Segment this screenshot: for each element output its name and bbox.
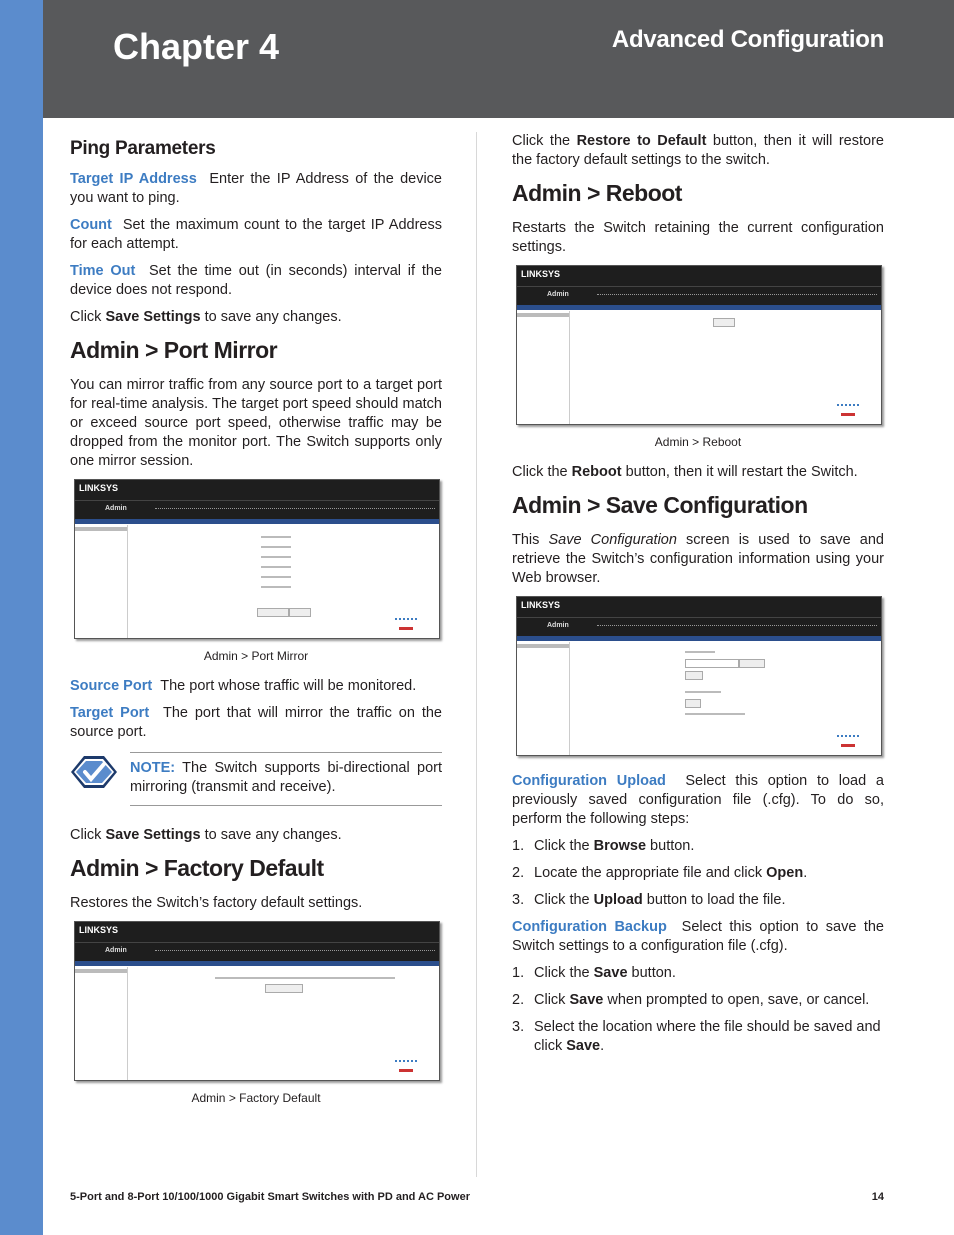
timeout-term: Time Out	[70, 263, 136, 279]
step-number: 3.	[512, 892, 525, 908]
text: Click	[534, 992, 570, 1008]
text: button.	[646, 838, 695, 854]
list-item	[512, 964, 884, 983]
target-ip-term: Target IP Address	[70, 171, 197, 187]
text: to save any changes.	[200, 309, 342, 325]
checkmark-note-icon	[70, 755, 118, 789]
text: Select the location where the file should be saved and click	[534, 1019, 881, 1054]
restore-paragraph	[512, 132, 884, 170]
step-number: 2.	[512, 865, 525, 881]
nav-title: Admin	[547, 622, 569, 629]
text: Click the	[512, 464, 572, 480]
source-port-paragraph	[70, 677, 442, 696]
config-upload-text: Select this option to load a previously saved configuration file (.cfg). To do so, perform the following steps:	[512, 773, 884, 827]
source-port-term: Source Port	[70, 678, 153, 694]
step-number: 1.	[512, 838, 525, 854]
list-item	[512, 864, 884, 883]
upload-steps-list	[512, 837, 884, 910]
text: Click	[70, 827, 106, 843]
chapter-title: Chapter 4	[113, 26, 280, 67]
reboot-heading: Admin > Reboot	[512, 180, 682, 206]
text: when prompted to open, save, or cancel.	[603, 992, 870, 1008]
config-upload-term: Configuration Upload	[512, 773, 666, 789]
list-item	[512, 837, 884, 856]
reboot-intro: Restarts the Switch retaining the current configuration settings.	[512, 220, 884, 255]
linksys-logo: LINKSYS	[521, 600, 561, 610]
text: Click	[70, 309, 106, 325]
reboot-label: Reboot	[571, 464, 622, 480]
target-port-paragraph	[70, 704, 442, 742]
count-text: Set the maximum count to the target IP Address for each attempt.	[70, 217, 442, 252]
restore-to-default-label: Restore to Default	[576, 133, 707, 149]
step-number: 3.	[512, 1019, 525, 1035]
text: Click the	[512, 133, 577, 149]
browse-label: Browse	[593, 838, 647, 854]
list-item	[512, 891, 884, 910]
config-backup-text: Select this option to save the Switch settings to a configuration file (.cfg).	[512, 919, 884, 954]
left-column	[70, 132, 442, 1119]
count-paragraph	[70, 216, 442, 254]
linksys-logo: LINKSYS	[79, 483, 119, 493]
nav-title: Admin	[105, 505, 127, 512]
text: .	[600, 1038, 605, 1054]
note-label: NOTE:	[130, 760, 176, 776]
ping-save-paragraph	[70, 308, 442, 327]
factory-default-heading: Admin > Factory Default	[70, 855, 324, 881]
save-label: Save	[569, 992, 604, 1008]
save-config-intro	[512, 531, 884, 588]
target-ip-paragraph	[70, 170, 442, 208]
save-config-screenshot	[516, 596, 882, 756]
factory-default-screenshot	[74, 921, 440, 1081]
text: Click the	[534, 838, 594, 854]
text: Click the	[534, 965, 594, 981]
step-number: 1.	[512, 965, 525, 981]
target-port-term: Target Port	[70, 705, 150, 721]
cisco-logo-icon	[395, 618, 417, 630]
open-label: Open	[766, 865, 804, 881]
save-settings-label: Save Settings	[105, 309, 201, 325]
note-box	[70, 752, 442, 806]
right-column	[512, 132, 884, 1064]
reboot-caption: Admin > Reboot	[654, 435, 742, 449]
reboot-screenshot	[516, 265, 882, 425]
timeout-paragraph	[70, 262, 442, 300]
nav-title: Admin	[105, 947, 127, 954]
cisco-logo-icon	[837, 735, 859, 747]
target-port-text: The port that will mirror the traffic on the source port.	[70, 705, 442, 740]
source-port-text: The port whose traffic will be monitored.	[160, 678, 417, 694]
text: to save any changes.	[200, 827, 342, 843]
save-config-italic: Save Configuration	[548, 532, 677, 548]
reboot-click-paragraph	[512, 463, 884, 482]
backup-steps-list	[512, 964, 884, 1056]
text: Locate the appropriate file and click	[534, 865, 767, 881]
mirror-save-paragraph	[70, 826, 442, 845]
text: screen is used to save and retrieve the Switch’s configuration information using your Web browser.	[512, 532, 884, 586]
text: button, then it will restore the factory default settings to the switch.	[512, 133, 884, 168]
port-mirror-heading: Admin > Port Mirror	[70, 337, 278, 363]
list-item	[512, 991, 884, 1010]
section-title: Advanced Configuration	[611, 26, 884, 53]
cisco-logo-icon	[837, 404, 859, 416]
timeout-text: Set the time out (in seconds) interval if the device does not respond.	[70, 263, 442, 298]
note-text	[130, 759, 442, 797]
text: Click the	[534, 892, 594, 908]
port-mirror-screenshot	[74, 479, 440, 639]
save-settings-label: Save Settings	[105, 827, 201, 843]
column-divider	[476, 132, 477, 1177]
factory-default-intro: Restores the Switch’s factory default settings.	[70, 895, 363, 911]
factory-default-caption: Admin > Factory Default	[191, 1091, 321, 1105]
linksys-logo: LINKSYS	[521, 269, 561, 279]
ping-heading: Ping Parameters	[70, 138, 216, 159]
page-number: 14	[871, 1191, 884, 1203]
config-upload-paragraph	[512, 772, 884, 829]
linksys-logo: LINKSYS	[79, 925, 119, 935]
save-label: Save	[593, 965, 628, 981]
count-term: Count	[70, 217, 112, 233]
config-backup-paragraph	[512, 918, 884, 956]
nav-title: Admin	[547, 291, 569, 298]
text: button to load the file.	[642, 892, 786, 908]
list-item	[512, 1018, 884, 1056]
text: button.	[627, 965, 676, 981]
port-mirror-intro: You can mirror traffic from any source port to a target port for real-time analysis. The target port speed should match or exceed source port speed, otherwise traffic may be dropped from the monitor port. The Switch supports only one mirror session.	[70, 377, 442, 469]
text: This	[512, 532, 549, 548]
save-label: Save	[566, 1038, 601, 1054]
footer-product: 5-Port and 8-Port 10/100/1000 Gigabit Smart Switches with PD and AC Power	[70, 1191, 470, 1203]
save-config-heading: Admin > Save Configuration	[512, 492, 808, 518]
port-mirror-caption: Admin > Port Mirror	[203, 649, 309, 663]
config-backup-term: Configuration Backup	[512, 919, 667, 935]
step-number: 2.	[512, 992, 525, 1008]
text: The Switch supports bi-directional port mirroring (transmit and receive).	[130, 760, 442, 795]
text: .	[803, 865, 808, 881]
left-color-bar	[0, 0, 43, 1235]
page-header	[43, 0, 954, 118]
target-ip-text: Enter the IP Address of the device you want to ping.	[70, 171, 442, 206]
cisco-logo-icon	[395, 1060, 417, 1072]
text: button, then it will restart the Switch.	[621, 464, 858, 480]
upload-label: Upload	[593, 892, 643, 908]
